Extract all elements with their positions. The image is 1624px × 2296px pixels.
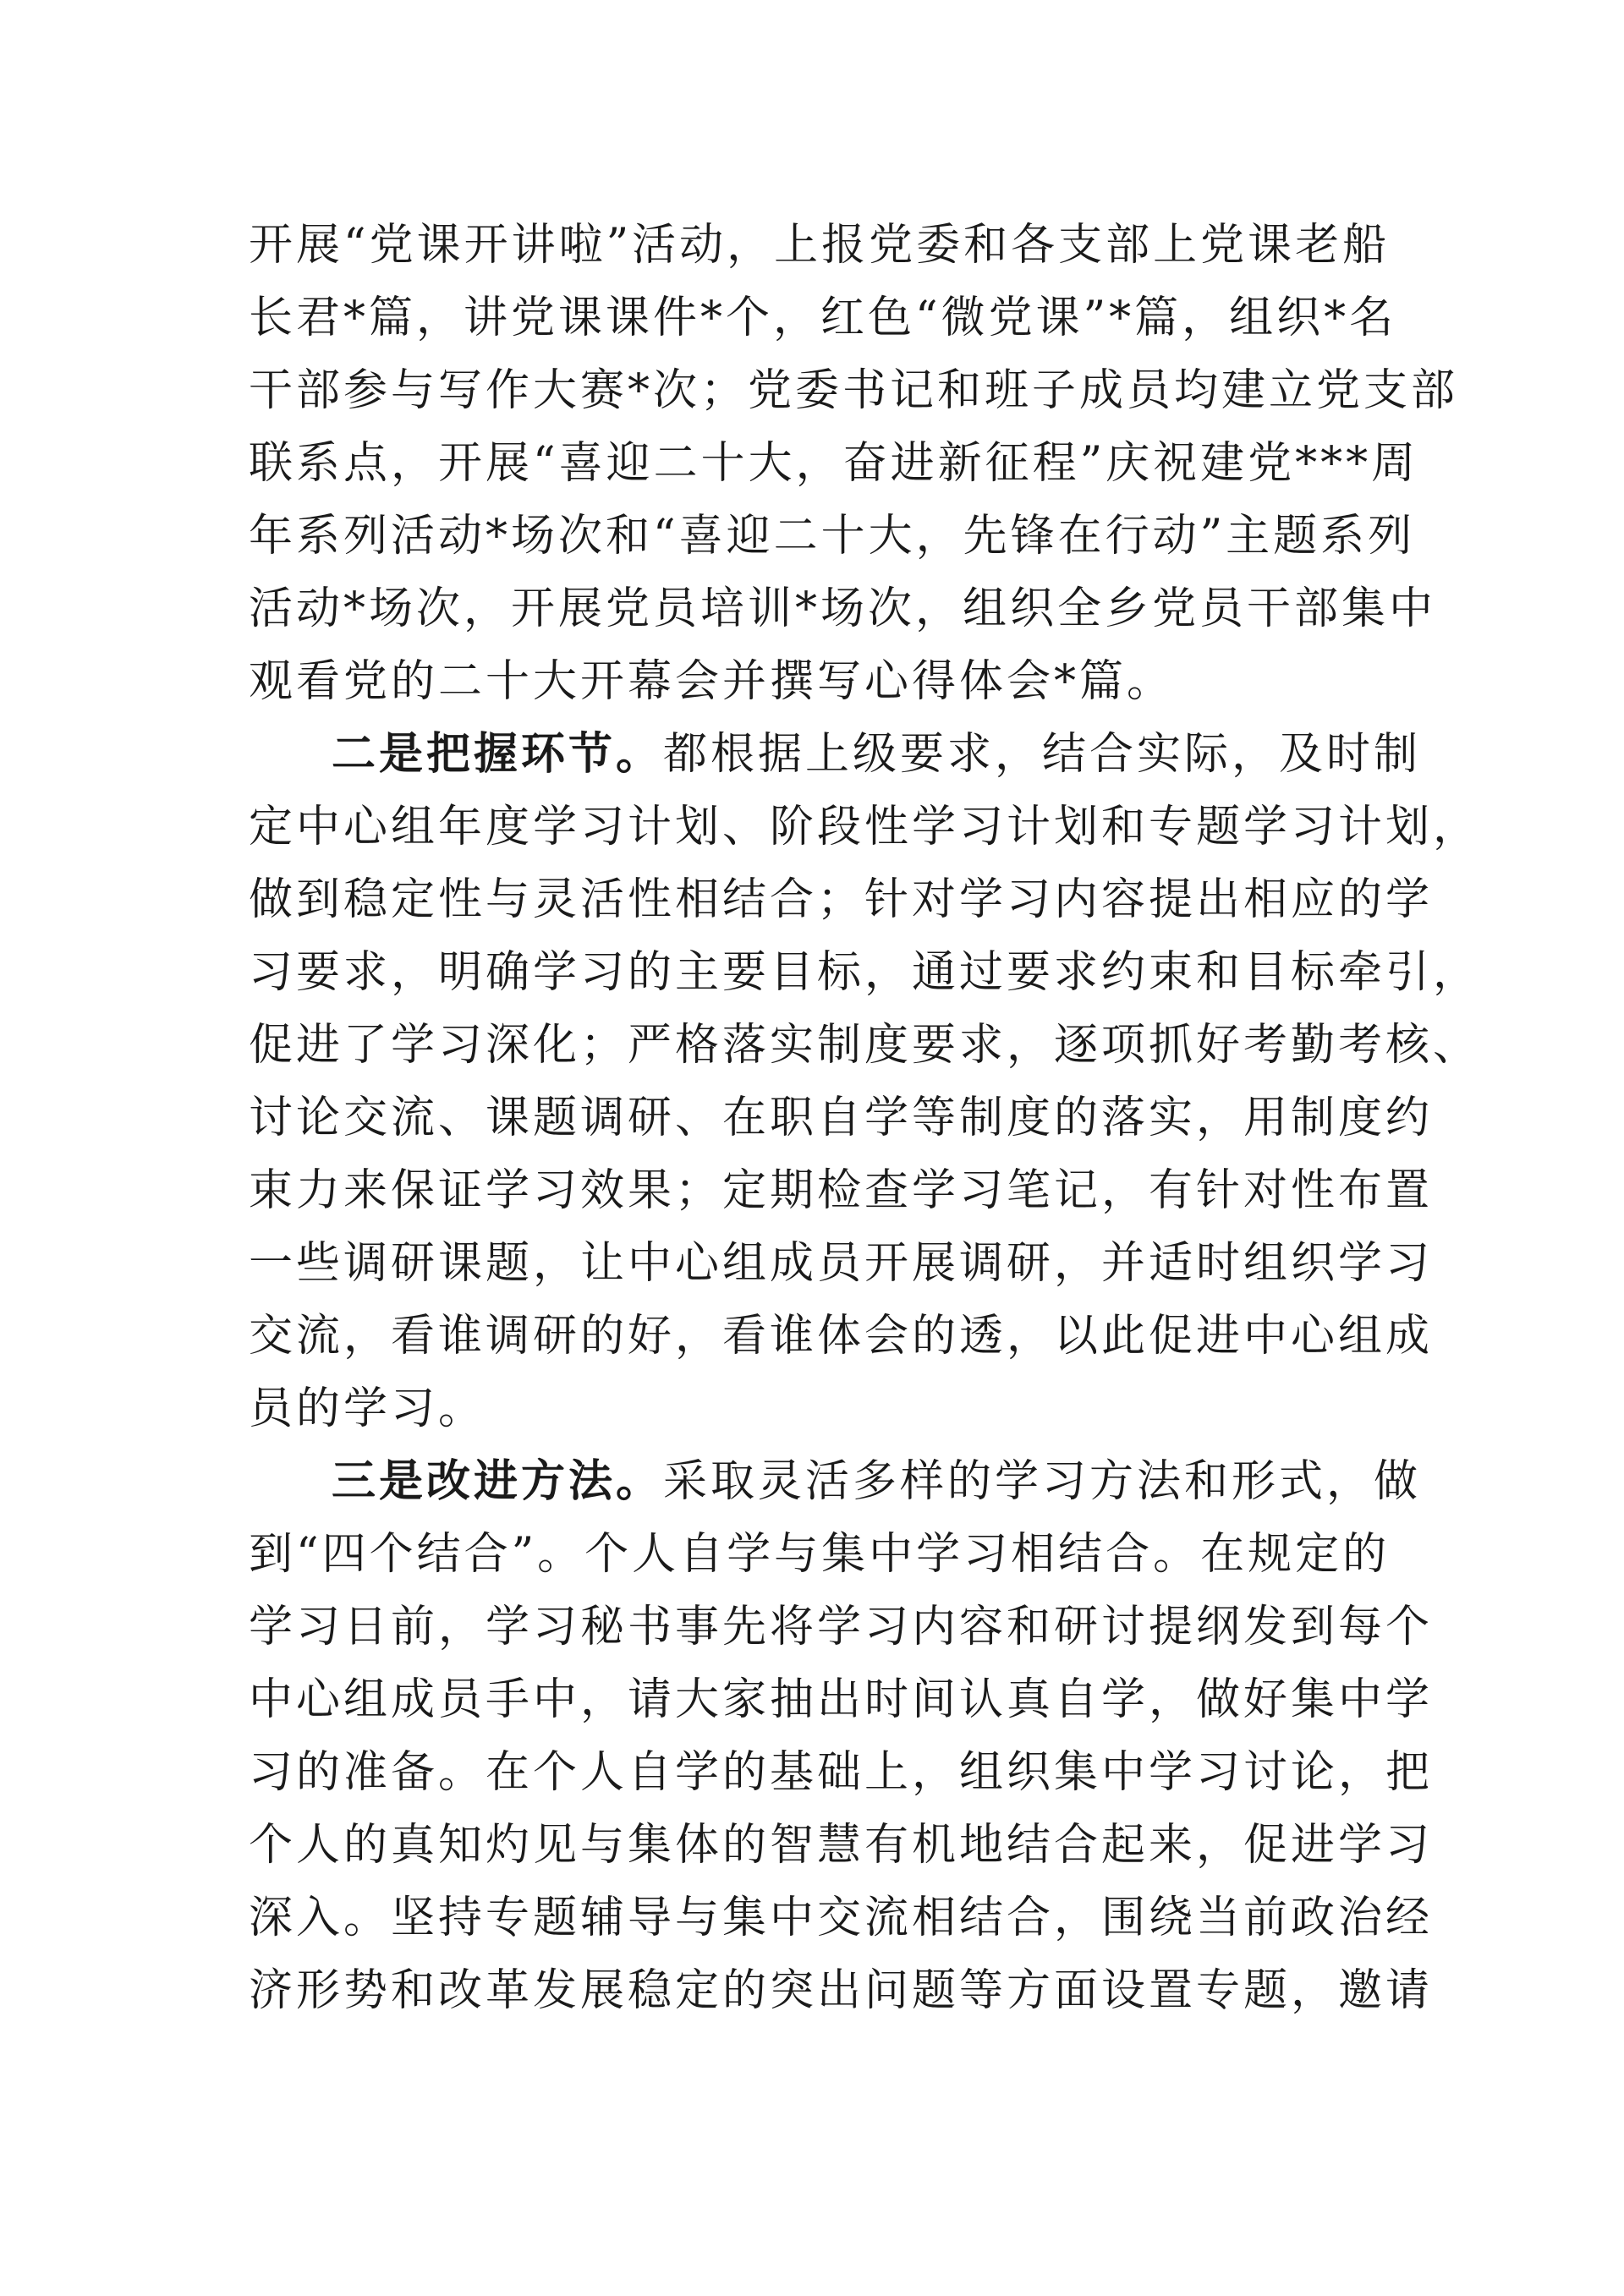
text-line: 讨论交流、课题调研、在职自学等制度的落实，用制度约 [249,1093,1434,1143]
text-line: 活动*场次，开展党员培训*场次，组织全乡党员干部集中 [249,584,1437,634]
text-line: 长君*篇，讲党课课件*个，红色“微党课”*篇，组织*名 [249,293,1397,343]
text-line: 束力来保证学习效果；定期检查学习笔记，有针对性布置 [249,1165,1434,1216]
text-run: 都根据上级要求，结合实际，及时制 [663,729,1422,780]
text-line: 观看党的二十大开幕会并撰写心得体会*篇。 [249,656,1175,707]
text-line: 到“四个结合”。个人自学与集中学习相结合。在规定的 [249,1529,1391,1580]
text-line: 定中心组年度学习计划、阶段性学习计划和专题学习计划， [249,802,1481,852]
text-line: 干部参与写作大赛*次；党委书记和班子成员均建立党支部 [249,365,1459,416]
text-line: 中心组成员手中，请大家抽出时间认真自学，做好集中学 [249,1674,1434,1725]
text-line: 深入。坚持专题辅导与集中交流相结合，围绕当前政治经 [249,1893,1434,1943]
text-line: 年系列活动*场次和“喜迎二十大，先锋在行动”主题系列 [249,511,1416,562]
text-line: 开展“党课开讲啦”活动，上报党委和各支部上党课老船 [249,220,1391,271]
paragraph-first-line [332,721,1422,788]
text-line: 促进了学习深化；严格落实制度要求，逐项抓好考勤考核、 [249,1020,1481,1071]
text-line: 济形势和改革发展稳定的突出问题等方面设置专题，邀请 [249,1965,1434,2016]
text-run: 采取灵活多样的学习方法和形式，做 [663,1456,1422,1507]
text-line: 习要求，明确学习的主要目标，通过要求约束和目标牵引， [249,947,1481,998]
text-line: 员的学习。 [249,1384,486,1434]
text-line: 交流，看谁调研的好，看谁体会的透，以此促进中心组成 [249,1311,1434,1362]
text-line: 习的准备。在个人自学的基础上，组织集中学习讨论，把 [249,1747,1434,1798]
text-line: 做到稳定性与灵活性相结合；针对学习内容提出相应的学 [249,874,1434,925]
text-line: 学习日前，学习秘书事先将学习内容和研讨提纲发到每个 [249,1602,1434,1652]
text-line: 联系点，开展“喜迎二十大，奋进新征程”庆祝建党***周 [249,438,1419,489]
text-line: 一些调研课题，让中心组成员开展调研，并适时组织学习 [249,1238,1434,1289]
paragraph-heading: 二是把握环节。 [332,728,664,780]
paragraph-first-line [332,1448,1422,1515]
text-line: 个人的真知灼见与集体的智慧有机地结合起来，促进学习 [249,1820,1434,1871]
paragraph-heading: 三是改进方法。 [332,1455,664,1507]
